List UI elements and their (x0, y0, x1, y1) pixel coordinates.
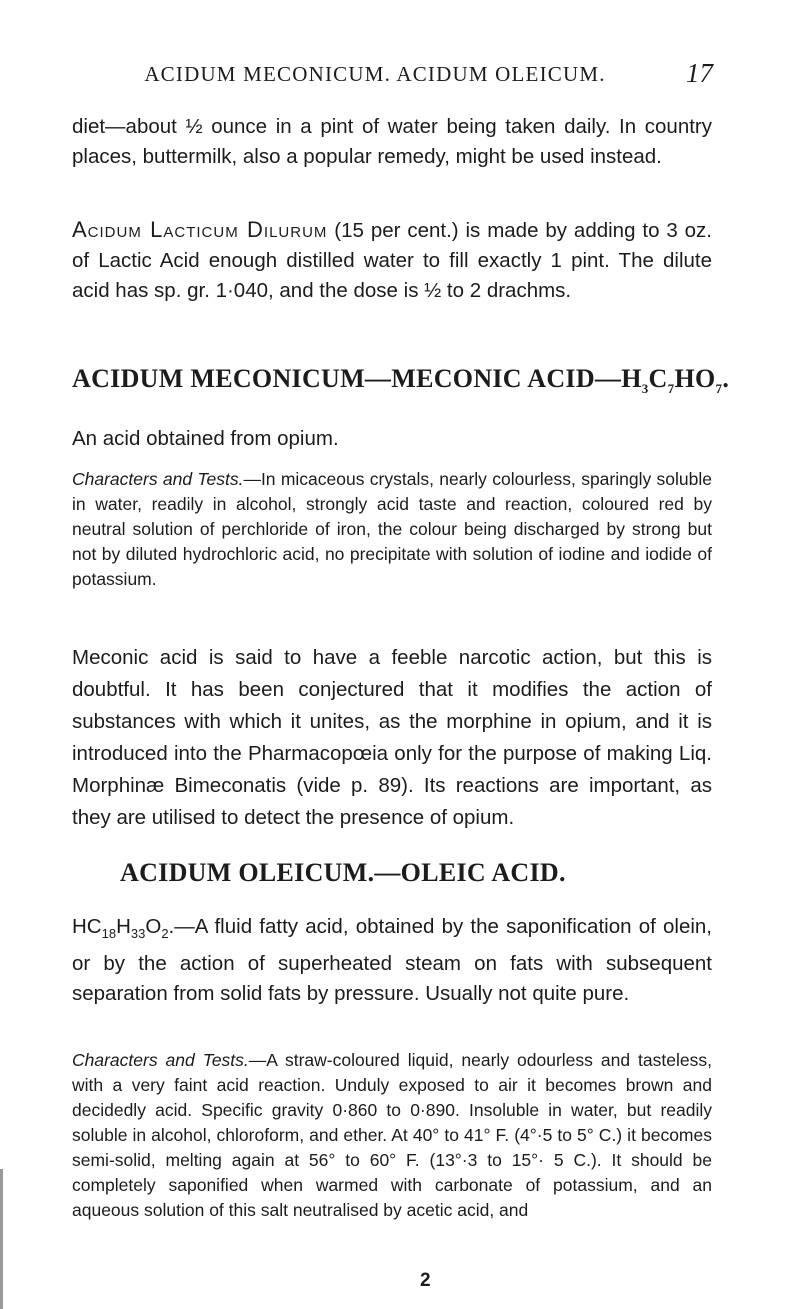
oleic-formula-o: O (145, 915, 162, 938)
paragraph-buttermilk: diet—about ½ ounce in a pint of water being taken daily. In country places, buttermilk, also a popular remedy, might be used instead. (72, 115, 712, 168)
signature-mark: 2 (420, 1270, 431, 1291)
meconic-heading (72, 364, 732, 397)
meconic-formula-end: . (722, 364, 730, 393)
oleic-characters-label: Characters and Tests. (72, 1050, 249, 1070)
oleic-formula-h: H (116, 915, 131, 938)
meconic-characters-label: Characters and Tests. (72, 469, 244, 489)
meconic-formula-ho: HO (674, 364, 716, 393)
oleic-intro-text: .—A fluid fatty acid, obtained by the saponification of olein, or by the action of superheated steam on fats with subsequent separation from solid fats by pressure. Usually not quite pure. (72, 915, 712, 1006)
oleic-characters-text: —A straw-coloured liquid, nearly odourless and tasteless, with a very faint acid reaction. Unduly exposed to air it becomes brown and decidedly acid. Specific gravity 0·860 to 0·890. Insoluble in water, but readily soluble in alcohol, chloroform, and ether. At 40° to 41° F. (4°·5 to 5° C.) it becomes semi-solid, melting again at 56° to 60° F. (13°·3 to 15°· 5 C.). It should be completely saponified when warmed with carbonate of potassium, and an aqueous solution of this salt neutralised by acetic acid, and (72, 1050, 712, 1220)
oleic-formula-sub-1: 18 (101, 926, 117, 942)
oleic-intro (72, 912, 712, 1009)
lactic-acid-text: (15 per cent.) is made by adding to 3 oz. of Lactic Acid enough distilled water to fill exactly 1 pint. The dilute acid has sp. gr. 1·040, and the dose is ½ to 2 drachms. (72, 219, 712, 302)
oleic-formula-sub-2: 33 (130, 926, 146, 942)
meconic-characters-text: —In micaceous crystals, nearly colourless, sparingly soluble in water, readily in alcohol, strongly acid taste and reaction, coloured red by neutral solution of perchloride of iron, the colour being discharged by strong but not by diluted hydrochloric acid, no precipitate with solution of iodine and iodide of potassium. (72, 469, 712, 589)
meconic-formula-c: C (648, 364, 668, 393)
running-head: ACIDUM MECONICUM. ACIDUM OLEICUM. (144, 62, 606, 86)
meconic-characters (72, 467, 712, 592)
lactic-acid-title: Acidum Lacticum Dilurum (72, 217, 328, 242)
oleic-formula-hc: HC (72, 915, 102, 938)
meconic-body: Meconic acid is said to have a feeble narcotic action, but this is doubtful. It has been conjectured that it modifies the action of substances with which it unites, as the morphine in opium, and it is introduced into the Pharmacopœia only for the purpose of making Liq. Morphinæ Bimeconatis (vide p. 89). Its reactions are important, as they are utilised to detect the presence of opium. (72, 646, 712, 829)
page-header (0, 56, 801, 96)
page-number: 17 (686, 58, 713, 88)
oleic-heading: ACIDUM OLEICUM.—OLEIC ACID. (120, 858, 566, 887)
oleic-formula-sub-3: 2 (161, 926, 169, 942)
meconic-intro: An acid obtained from opium. (72, 427, 339, 450)
meconic-formula-sub-1: 3 (641, 381, 649, 397)
paragraph-lactic-acid (72, 215, 712, 306)
meconic-heading-text: ACIDUM MECONICUM—MECONIC ACID—H (72, 364, 642, 393)
oleic-characters (72, 1048, 712, 1223)
meconic-formula-sub-3: 7 (715, 381, 723, 397)
page-edge (0, 1169, 3, 1309)
meconic-formula-sub-2: 7 (667, 381, 675, 397)
